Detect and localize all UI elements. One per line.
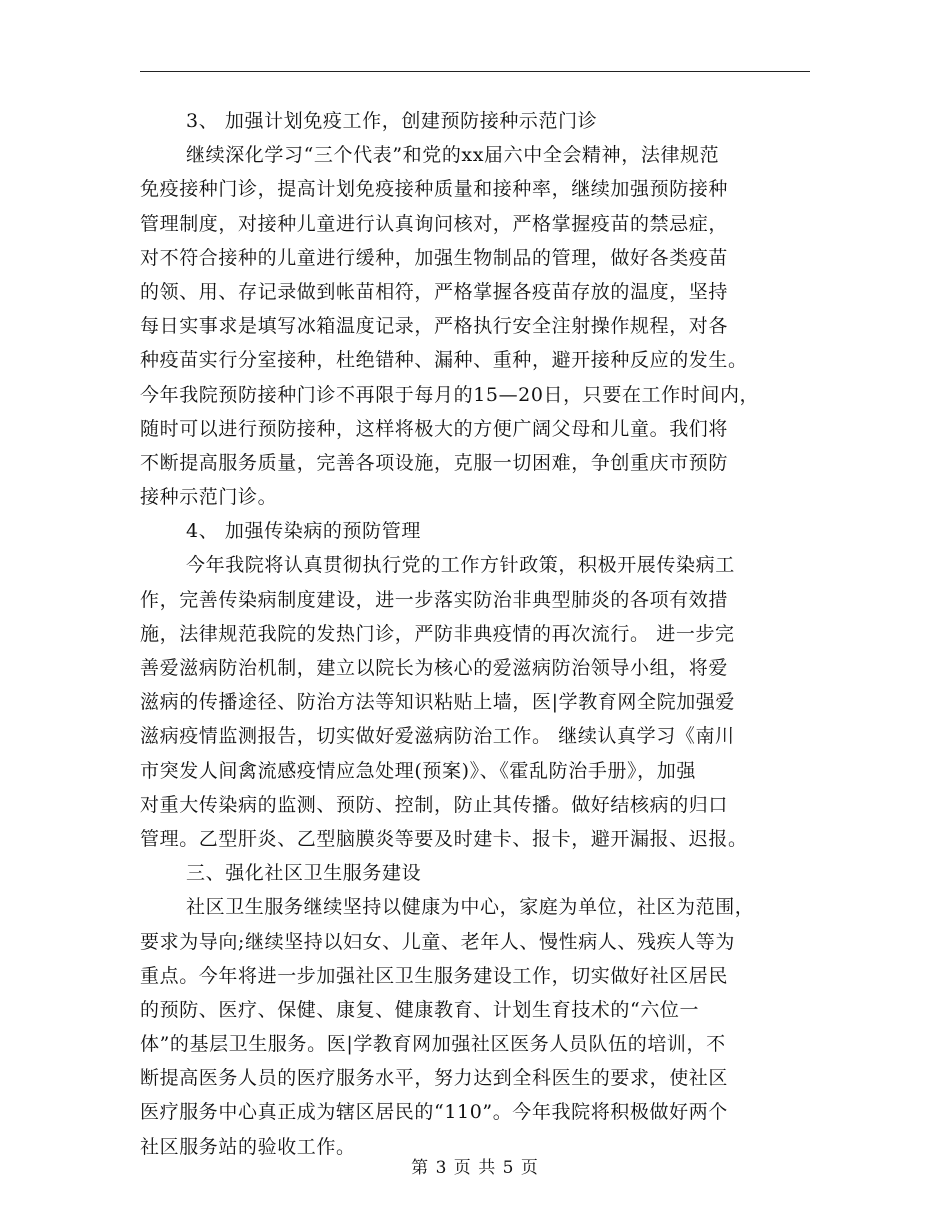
text-line: 不断提高服务质量，完善各项设施，克服一切困难，争创重庆市预防 bbox=[140, 451, 729, 474]
text-line: 社区卫生服务继续坚持以健康为中心，家庭为单位，社区为范围， bbox=[186, 896, 755, 919]
text-line: 每日实事求是填写冰箱温度记录，严格执行安全注射操作规程，对各 bbox=[140, 315, 729, 338]
text-line: 市突发人间禽流感疫情应急处理(预案)》、《霍乱防治手册》，加强 bbox=[140, 759, 696, 782]
text-line: 继续深化学习“三个代表”和党的xx届六中全会精神，法律规范 bbox=[186, 144, 720, 167]
text-line: 4、 加强传染病的预防管理 bbox=[186, 520, 421, 543]
text-line: 断提高医务人员的医疗服务水平，努力达到全科医生的要求，使社区 bbox=[140, 1067, 729, 1090]
text-line: 作，完善传染病制度建设，进一步落实防治非典型肺炎的各项有效措 bbox=[140, 588, 729, 611]
text-line: 体”的基层卫生服务。医|学教育网加强社区医务人员队伍的培训，不 bbox=[140, 1033, 726, 1056]
text-line: 重点。今年将进一步加强社区卫生服务建设工作，切实做好社区居民 bbox=[140, 964, 729, 987]
document-body bbox=[140, 104, 812, 1164]
text-line: 三、强化社区卫生服务建设 bbox=[186, 862, 422, 885]
text-line: 随时可以进行预防接种，这样将极大的方便广阔父母和儿童。我们将 bbox=[140, 417, 729, 440]
text-line: 免疫接种门诊，提高计划免疫接种质量和接种率，继续加强预防接种 bbox=[140, 178, 729, 201]
text-line: 滋病的传播途径、防治方法等知识粘贴上墙，医|学教育网全院加强爱 bbox=[140, 691, 736, 714]
text-line: 管理制度，对接种儿童进行认真询问核对，严格掌握疫苗的禁忌症， bbox=[140, 212, 729, 235]
text-line: 的预防、医疗、保健、康复、健康教育、计划生育技术的“六位一 bbox=[140, 998, 700, 1021]
text-line: 社区服务站的验收工作。 bbox=[140, 1135, 356, 1158]
text-line: 施，法律规范我院的发热门诊，严防非典疫情的再次流行。 进一步完 bbox=[140, 622, 735, 645]
text-line: 今年我院将认真贯彻执行党的工作方针政策，积极开展传染病工 bbox=[186, 554, 735, 577]
page-footer: 第 3 页 共 5 页 bbox=[411, 1158, 539, 1178]
text-line: 要求为导向;继续坚持以妇女、儿童、老年人、慢性病人、残疾人等为 bbox=[140, 930, 736, 953]
text-line: 对不符合接种的儿童进行缓种，加强生物制品的管理，做好各类疫苗 bbox=[140, 246, 729, 269]
text-line: 管理。乙型肝炎、乙型脑膜炎等要及时建卡、报卡，避开漏报、迟报。 bbox=[140, 827, 748, 850]
text-line: 3、 加强计划免疫工作，创建预防接种示范门诊 bbox=[186, 110, 598, 132]
text-line: 善爱滋病防治机制，建立以院长为核心的爱滋病防治领导小组，将爱 bbox=[140, 657, 729, 679]
text-line: 接种示范门诊。 bbox=[140, 486, 278, 509]
header-rule bbox=[140, 71, 810, 72]
text-line: 滋病疫情监测报告，切实做好爱滋病防治工作。 继续认真学习《南川 bbox=[140, 725, 735, 748]
text-line: 的领、用、存记录做到帐苗相符，严格掌握各疫苗存放的温度，坚持 bbox=[140, 280, 729, 303]
text-line: 种疫苗实行分室接种，杜绝错种、漏种、重种，避开接种反应的发生。 bbox=[140, 349, 748, 372]
text-line: 今年我院预防接种门诊不再限于每月的15—20日，只要在工作时间内， bbox=[140, 383, 760, 406]
text-line: 医疗服务中心真正成为辖区居民的“110”。今年我院将积极做好两个 bbox=[140, 1101, 728, 1124]
text-line: 对重大传染病的监测、预防、控制，防止其传播。做好结核病的归口 bbox=[140, 793, 729, 816]
